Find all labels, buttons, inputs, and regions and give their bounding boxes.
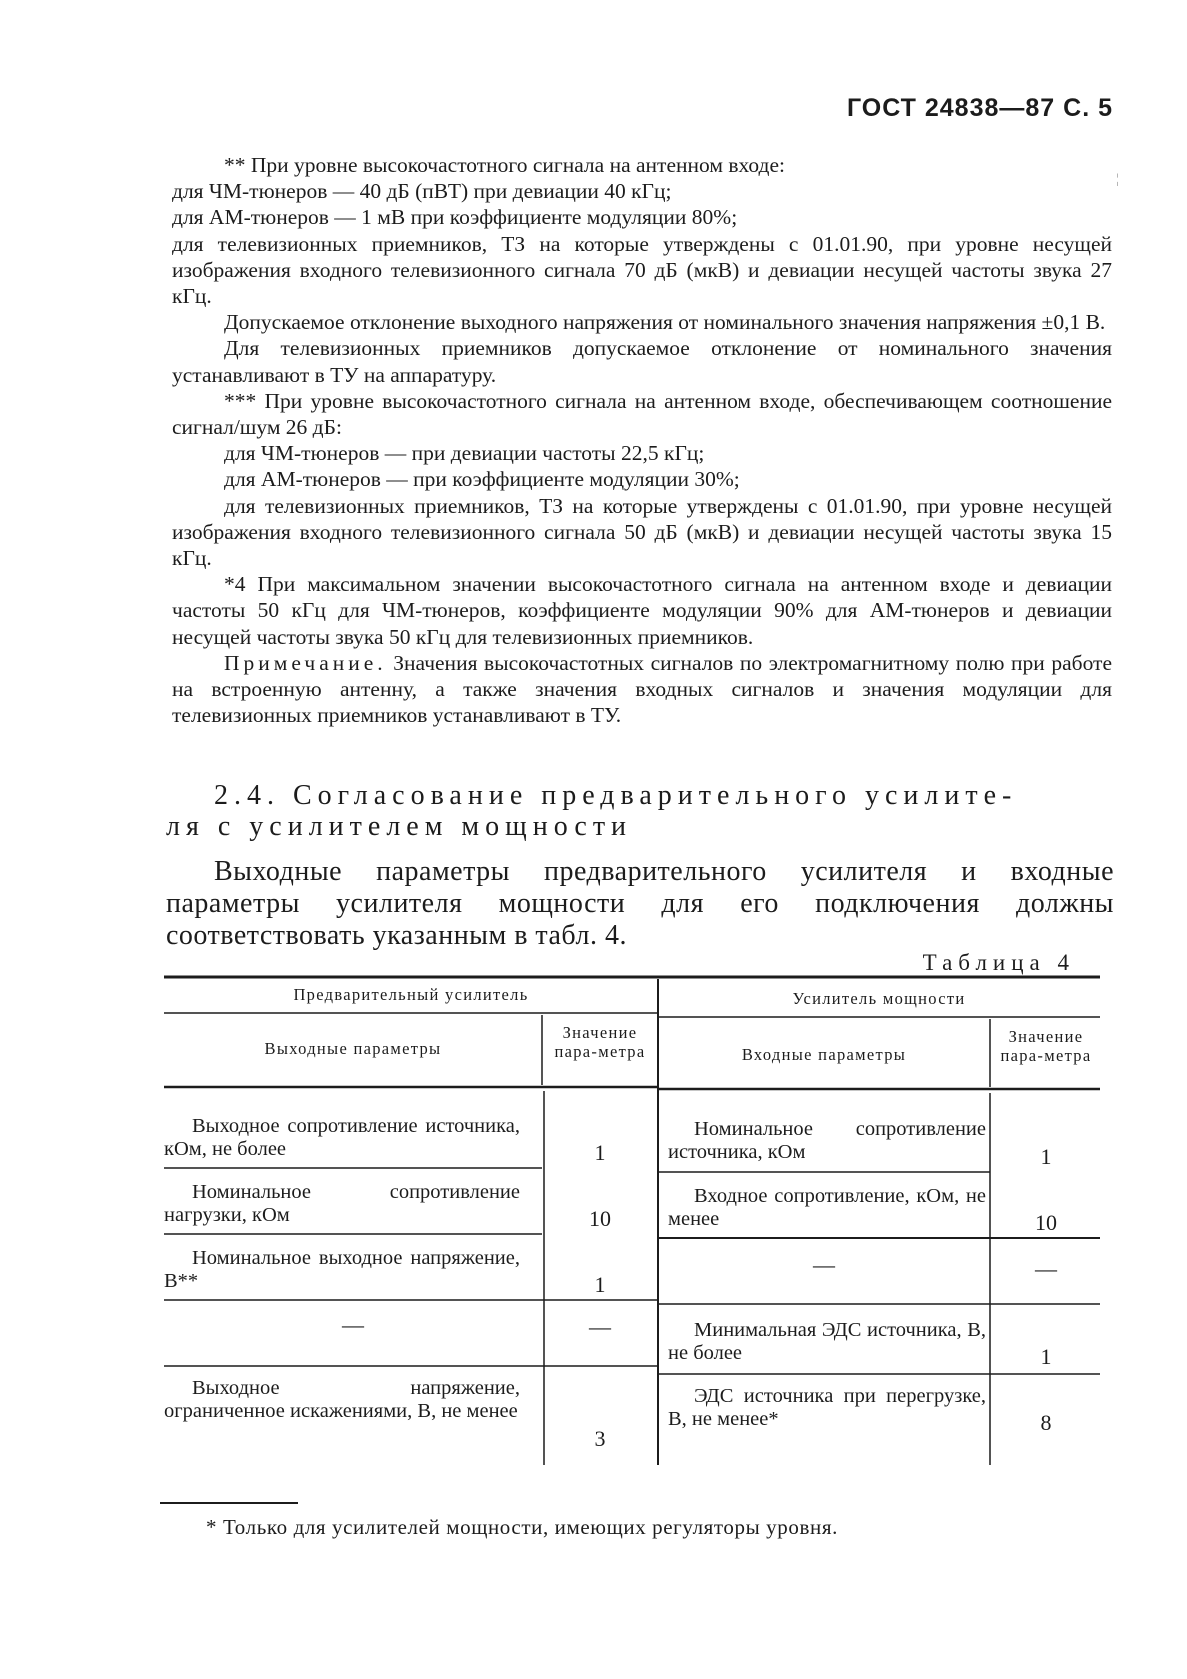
row-5-left-value: 3 [594, 1426, 606, 1451]
note-paragraph: для телевизионных приемников, ТЗ на которые утверждены с 01.01.90, при уровне несущей изображения входного телевизионного сигнала 50 дБ (мкВ) и девиации несущей частоты звука 15 кГц. [172, 493, 1112, 571]
row-5-left-param: Выходное напряжение, ограниченное искажениями, В, не менее [164, 1377, 520, 1422]
row-3-right-value: — [1035, 1256, 1057, 1281]
table-label: Таблица 4 [922, 950, 1075, 975]
row-1-right-param: Номинальное сопротивление источника, кОм [668, 1118, 986, 1163]
note-paragraph: для телевизионных приемников, ТЗ на которые утверждены с 01.01.90, при уровне несущей изображения входного телевизионного сигнала 70 дБ (мкВ) и девиации несущей частоты звука 27 кГц. [172, 231, 1112, 309]
note-remark [172, 650, 1112, 729]
col-header-output-params: Выходные параметры [264, 1039, 442, 1058]
row-3-left-param: Номинальное выходное напряжение, В** [164, 1247, 520, 1292]
row-4-left-value: — [589, 1314, 611, 1339]
footnote: * Только для усилителей мощности, имеющих регуляторы уровня. [206, 1515, 838, 1539]
note-paragraph: ** При уровне высокочастотного сигнала на антенном входе: [224, 153, 785, 177]
page-header: ГОСТ 24838—87 С. 5 [846, 94, 1113, 122]
section-title-line2: ля с усилителем мощности [166, 811, 633, 842]
row-1-left-param: Выходное сопротивление источника, кОм, не более [164, 1115, 520, 1160]
row-2-right-param: Входное сопротивление, кОм, не менее [668, 1185, 986, 1230]
row-5-right-value: 8 [1040, 1410, 1052, 1435]
note-paragraph: для ЧМ-тюнеров — при девиации частоты 22,5 кГц; [224, 441, 705, 466]
note-paragraph: Допускаемое отклонение выходного напряжения от номинального значения напряжения ±0,1 В. [224, 310, 1106, 335]
section-title-line1: Согласование предварительного усилите- [293, 780, 1018, 811]
note-paragraph: для АМ-тюнеров — при коэффициенте модуляции 30%; [224, 467, 740, 492]
margin-mark: ¦ [1116, 172, 1119, 187]
section-title [166, 780, 1114, 842]
row-5-right-param: ЭДС источника при перегрузке, В, не менее* [668, 1385, 986, 1430]
col-header-input-value: Значение пара-метра [1000, 1027, 1092, 1065]
col-header-output-value: Значение пара-метра [554, 1023, 646, 1061]
row-1-right-value: 1 [1040, 1144, 1052, 1169]
footnote-divider [160, 1502, 298, 1504]
row-1-left-value: 1 [594, 1140, 606, 1165]
row-3-left-value: 1 [594, 1272, 606, 1297]
col-header-input-params: Входные параметры [741, 1045, 907, 1064]
note-remark-text: Значения высокочастотных сигналов по электромагнитному полю при работе на встроенную антенну, а также значения входных сигналов и значения модуляции для телевизионных приемников устанавливают в ТУ. [172, 650, 1112, 728]
section-body [166, 856, 1114, 952]
row-4-right-value: 1 [1040, 1344, 1052, 1369]
row-2-right-value: 10 [1035, 1210, 1057, 1235]
row-4-left-param: — [342, 1312, 364, 1337]
group-header-preamp: Предварительный усилитель [293, 985, 529, 1004]
note-paragraph: для АМ-тюнеров — 1 мВ при коэффициенте модуляции 80%; [172, 205, 738, 230]
footnotes-block [172, 152, 1112, 728]
group-header-power-amp: Усилитель мощности [792, 989, 966, 1008]
note-paragraph: *4 При максимальном значении высокочастотного сигнала на антенном входе и девиации частоты 50 кГц для ЧМ-тюнеров, коэффициенте модуляции 90% для АМ-тюнеров и девиации несущей частоты звука 50 кГц для телевизионных приемников. [172, 572, 1112, 649]
row-2-left-value: 10 [589, 1206, 611, 1231]
row-4-right-param: Минимальная ЭДС источника, В, не более [668, 1319, 986, 1364]
note-remark-label: Примечание. [224, 650, 387, 675]
note-paragraph: Для телевизионных приемников допускаемое отклонение от номинального значения устанавливают в ТУ на аппаратуру. [172, 336, 1112, 387]
section-body-text: Выходные параметры предварительного усилителя и входные параметры усилителя мощности для его подключения должны соответствовать указанным в табл. 4. [166, 856, 1114, 951]
row-3-right-param: — [813, 1252, 835, 1277]
section-number: 2.4. [214, 780, 280, 811]
row-2-left-param: Номинальное сопротивление нагрузки, кОм [164, 1181, 520, 1226]
note-paragraph: для ЧМ-тюнеров — 40 дБ (пВТ) при девиации 40 кГц; [172, 179, 672, 204]
section-2-4 [166, 780, 1114, 952]
note-paragraph: *** При уровне высокочастотного сигнала на антенном входе, обеспечивающем соотношение сигнал/шум 26 дБ: [172, 388, 1112, 440]
